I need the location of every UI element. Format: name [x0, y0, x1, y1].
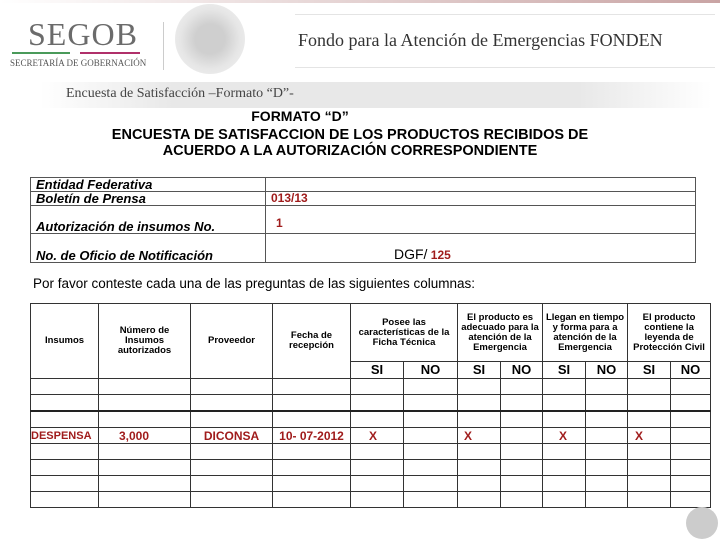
cell-tiempo-si: X: [543, 428, 586, 444]
cell-numero: 3,000: [99, 428, 191, 444]
divider: [295, 67, 715, 68]
divider: [163, 22, 164, 70]
segob-logo: SEGOB: [28, 16, 138, 52]
info-value: [266, 178, 696, 192]
slide-subtitle: Encuesta de Satisfacción –Formato “D”-: [66, 86, 294, 101]
info-value: 1: [266, 206, 696, 234]
col-no: NO: [404, 362, 458, 379]
form-title-line1: ENCUESTA DE SATISFACCION DE LOS PRODUCTOS RECIBIDOS DE: [111, 127, 589, 143]
logo-line-green: [12, 52, 70, 54]
info-label: Boletín de Prensa: [31, 192, 266, 206]
table-row: [31, 476, 711, 492]
page-title: Fondo para la Atención de Emergencias FONDEN: [298, 30, 663, 50]
col-adecuado: El producto es adecuado para la atención de la Emergencia: [458, 304, 543, 362]
cell-proveedor: DICONSA: [191, 428, 273, 444]
info-table: [30, 177, 696, 263]
col-ficha: Posee las características de la Ficha Técnica: [351, 304, 458, 362]
col-no: NO: [501, 362, 543, 379]
cell-adecuado-si: X: [458, 428, 501, 444]
table-row: [31, 411, 711, 428]
form-heading: FORMATO “D”: [251, 108, 349, 124]
info-value: 013/13: [266, 192, 696, 206]
col-numero: Número de Insumos autorizados: [99, 304, 191, 379]
info-label: Entidad Federativa: [31, 178, 266, 192]
cell-leyenda-si: X: [628, 428, 671, 444]
info-value: 125: [430, 248, 451, 262]
cell-fecha: 10- 07-2012: [273, 428, 351, 444]
col-leyenda: El producto contiene la leyenda de Protección Civil: [628, 304, 711, 362]
table-row: [31, 395, 711, 412]
table-row: [31, 460, 711, 476]
table-row: [31, 379, 711, 395]
national-seal-icon: [175, 4, 245, 74]
top-accent-bar: [0, 0, 720, 3]
divider: [295, 14, 715, 15]
cell-ficha-si: X: [351, 428, 404, 444]
col-si: SI: [351, 362, 404, 379]
logo-subtitle: SECRETARÍA DE GOBERNACIÓN: [10, 58, 147, 68]
col-fecha: Fecha de recepción: [273, 304, 351, 379]
instructions: Por favor conteste cada una de las preguntas de las siguientes columnas:: [33, 276, 476, 291]
col-no: NO: [671, 362, 711, 379]
survey-table: [30, 303, 711, 508]
info-label: No. de Oficio de Notificación: [31, 234, 266, 263]
col-tiempo: Llegan en tiempo y forma para a atención de la Emergencia: [543, 304, 628, 362]
col-insumos: Insumos: [31, 304, 99, 379]
col-no: NO: [586, 362, 628, 379]
form-title-line2: ACUERDO A LA AUTORIZACIÓN CORRESPONDIENTE: [162, 143, 538, 159]
table-row-despensa: [31, 428, 711, 444]
col-si: SI: [458, 362, 501, 379]
info-label: Autorización de insumos No.: [31, 206, 266, 234]
logo-line-magenta: [80, 52, 140, 54]
col-si: SI: [543, 362, 586, 379]
col-proveedor: Proveedor: [191, 304, 273, 379]
scroll-button[interactable]: [686, 507, 718, 539]
table-row: [31, 444, 711, 460]
col-si: SI: [628, 362, 671, 379]
cell-insumo: DESPENSA: [31, 428, 99, 444]
table-row: [31, 492, 711, 508]
info-prefix: DGF/: [394, 246, 428, 262]
